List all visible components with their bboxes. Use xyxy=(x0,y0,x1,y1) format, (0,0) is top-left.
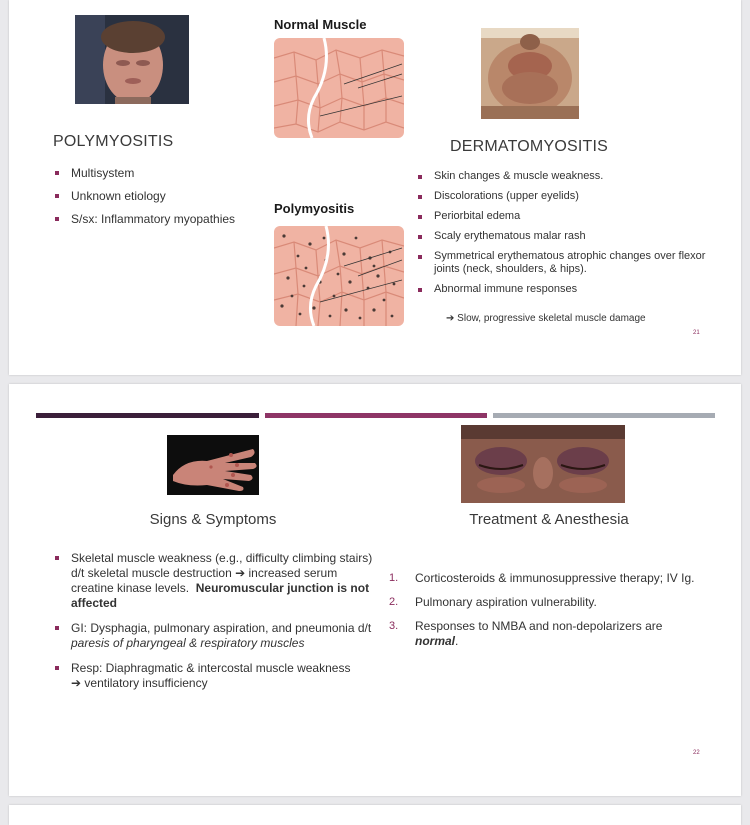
list-item: Symmetrical erythematous atrophic changes over flexor joints (neck, shoulders, & hips). xyxy=(416,250,716,276)
hand-rash-photo xyxy=(167,435,259,495)
polymyositis-title: POLYMYOSITIS xyxy=(53,133,174,150)
list-item: Scaly erythematous malar rash xyxy=(416,230,716,243)
heliotrope-eyelids-photo xyxy=(461,425,625,503)
dermatomyositis-patient-photo xyxy=(481,28,579,119)
signs-symptoms-title: Signs & Symptoms xyxy=(149,511,277,528)
list-item: Multisystem xyxy=(53,166,253,181)
slide-21 xyxy=(9,0,741,375)
normal-muscle-illustration xyxy=(274,38,404,138)
page-number: 22 xyxy=(693,750,700,756)
normal-muscle-label: Normal Muscle xyxy=(274,17,367,32)
treatment-list xyxy=(389,571,699,658)
slide-22 xyxy=(9,384,741,796)
next-slide-partial xyxy=(9,805,741,825)
polymyositis-bullets xyxy=(53,166,253,235)
dermatomyositis-bullets xyxy=(416,170,716,303)
list-item: S/sx: Inflammatory myopathies xyxy=(53,212,253,227)
polymyositis-patient-photo xyxy=(75,15,189,104)
list-item: Discolorations (upper eyelids) xyxy=(416,190,716,203)
list-item: 2. Pulmonary aspiration vulnerability. xyxy=(389,595,597,609)
list-item: Resp: Diaphragmatic & intercostal muscle weakness ➔ ventilatory insufficiency xyxy=(53,661,383,691)
list-item: Unknown etiology xyxy=(53,189,253,204)
arrow-right-icon: ➔ xyxy=(446,313,455,324)
header-bar-gray xyxy=(493,413,715,418)
polymyositis-label: Polymyositis xyxy=(274,201,355,216)
arrow-right-icon: ➔ xyxy=(71,676,82,690)
list-item: 1. Corticosteroids & immunosuppressive therapy; IV Ig. xyxy=(389,571,695,585)
list-item: GI: Dysphagia, pulmonary aspiration, and pneumonia d/t paresis of pharyngeal & respiratory muscles xyxy=(53,621,383,651)
list-item: 3. Responses to NMBA and non-depolarizers are normal. xyxy=(389,619,663,648)
arrow-right-icon: ➔ xyxy=(235,566,246,580)
signs-bullets xyxy=(53,551,383,699)
header-bar-magenta xyxy=(265,413,487,418)
treatment-anesthesia-title: Treatment & Anesthesia xyxy=(469,511,629,528)
list-item: Skeletal muscle weakness (e.g., difficulty climbing stairs) d/t skeletal muscle destruction ➔ increased serum creatine kinase levels. Neuromuscular junction is not affected xyxy=(53,551,383,611)
list-item: Periorbital edema xyxy=(416,210,716,223)
header-bar-dark xyxy=(36,413,259,418)
damage-note xyxy=(446,313,646,324)
list-item: Skin changes & muscle weakness. xyxy=(416,170,716,183)
list-item: Abnormal immune responses xyxy=(416,283,716,296)
polymyositis-muscle-illustration xyxy=(274,226,404,326)
dermatomyositis-title: DERMATOMYOSITIS xyxy=(450,138,608,155)
note-text: Slow, progressive skeletal muscle damage xyxy=(457,313,646,324)
page-number: 21 xyxy=(693,330,700,336)
